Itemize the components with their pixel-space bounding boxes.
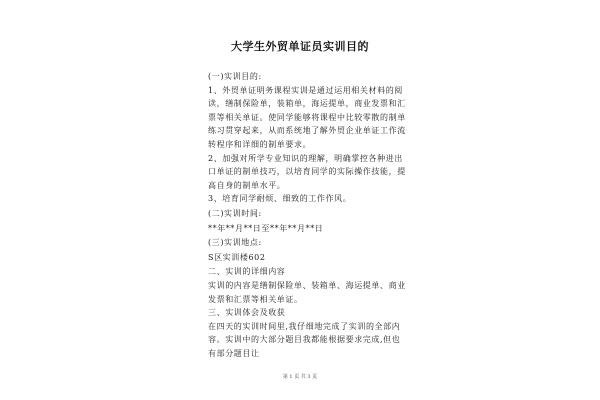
training-time-value: **年**月**日至**年**月**日 [208, 223, 324, 233]
training-location-value: S区实训楼602 [208, 252, 266, 262]
page-footer: 第 1 页 共 3 页 [282, 374, 318, 380]
paragraph-content: 实训的内容是缮制保险单、装箱单、海运提单、商业发票和汇票等相关单证。 [208, 280, 406, 304]
section-heading-location: (三)实训地点: [208, 238, 262, 248]
document-body [208, 70, 408, 360]
paragraph-objective-3: 3、培育同学耐烦、细致的工作作风。 [208, 194, 352, 204]
section-heading-objectives: (一)实训目的: [208, 72, 262, 81]
document-title: 大学生外贸单证员实训目的 [231, 40, 369, 53]
section-heading-time: (二)实训时间: [208, 208, 262, 218]
paragraph-objective-2: 2、加强对所学专业知识的理解，明确掌控各种进出口单证的制单技巧，以培育同学的实际操作技能，提高自身的制单水平。 [208, 153, 406, 190]
paragraph-objective-1: 1、外贸单证明务课程实训是通过运用相关材料的阅读，缮制保险单，装箱单，海运提单，商业发票和汇票等相关单证。使同学能够将课程中比较零散的制单练习贯穿起来，从而系统地了解外贸企业单证工作流转程序和详细的制单要求。 [208, 85, 406, 149]
section-heading-content: 二、实训的详细内容 [208, 267, 286, 277]
section-heading-experience: 三、实训体会及收获 [208, 308, 286, 318]
paragraph-experience: 在四天的实训时间里,我仔细地完成了实训的全部内容。实训中的大部分题目我都能根据要求完成,但也有部分题目让 [208, 321, 401, 358]
